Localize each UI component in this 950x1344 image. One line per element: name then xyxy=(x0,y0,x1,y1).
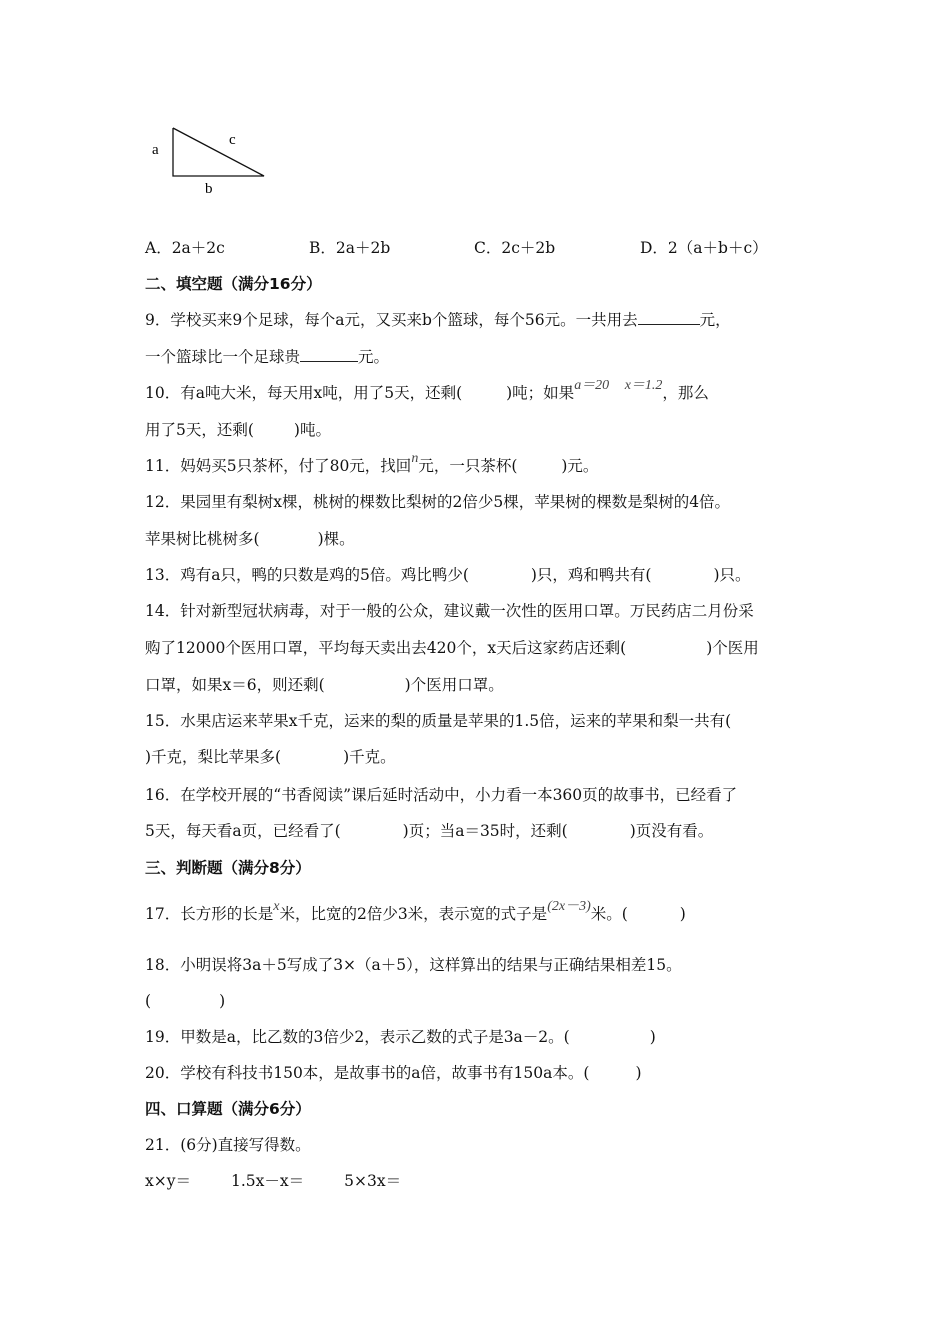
question-12-line-1: 12．果园里有梨树x棵，桃树的棵数比梨树的2倍少5棵，苹果树的棵数是梨树的4倍。 xyxy=(145,493,731,511)
label-b: b xyxy=(205,181,213,197)
expr-2: 1.5x－x＝ xyxy=(231,1172,305,1190)
option-d[interactable]: D．2（a＋b＋c） xyxy=(640,239,768,257)
label-a: a xyxy=(152,142,159,158)
section-fill-in: 二、填空题（满分16分） xyxy=(145,275,322,293)
question-14-line-3: 口罩，如果x＝6，则还剩( )个医用口罩。 xyxy=(145,676,504,694)
question-10-line-1: 10．有a吨大米，每天用x吨，用了5天，还剩( )吨；如果a＝20 x＝1.2，那么 xyxy=(145,378,709,402)
section-mental-math: 四、口算题（满分6分） xyxy=(145,1100,311,1118)
question-21-expressions xyxy=(145,1170,401,1192)
label-c: c xyxy=(229,132,236,148)
option-c[interactable]: C．2c＋2b xyxy=(474,239,556,257)
answer-blank[interactable] xyxy=(638,310,700,325)
question-17: 17．长方形的长是x米，比宽的2倍少3米，表示宽的式子是(2x－3)米。( ) xyxy=(145,899,686,923)
section-judgement: 三、判断题（满分8分） xyxy=(145,859,311,877)
question-10-line-2: 用了5天，还剩( )吨。 xyxy=(145,421,331,439)
triangle-outline xyxy=(173,128,264,176)
expr-3: 5×3x＝ xyxy=(344,1172,402,1190)
math-n: n xyxy=(411,451,419,466)
question-21: 21．(6分)直接写得数。 xyxy=(145,1136,311,1154)
expr-1: x×y＝ xyxy=(145,1172,191,1190)
option-b[interactable]: B．2a＋2b xyxy=(309,239,391,257)
question-18-line-1: 18．小明误将3a＋5写成了3×（a＋5），这样算出的结果与正确结果相差15。 xyxy=(145,956,682,974)
question-15-line-1: 15．水果店运来苹果x千克，运来的梨的质量是苹果的1.5倍，运来的苹果和梨一共有( xyxy=(145,712,732,730)
question-9-line-1: 9．学校买来9个足球，每个a元，又买来b个篮球，每个56元。一共用去 元， xyxy=(145,311,731,329)
question-12-line-2: 苹果树比桃树多( )棵。 xyxy=(145,530,355,548)
question-16-line-1: 16．在学校开展的“书香阅读”课后延时活动中，小力看一本360页的故事书，已经看了 xyxy=(145,786,738,804)
question-13: 13．鸡有a只，鸭的只数是鸡的5倍。鸡比鸭少( )只，鸡和鸭共有( )只。 xyxy=(145,566,751,584)
question-19: 19．甲数是a，比乙数的3倍少2，表示乙数的式子是3a－2。( ) xyxy=(145,1028,656,1046)
question-9-line-2: 一个篮球比一个足球贵 元。 xyxy=(145,348,390,366)
option-a[interactable]: A．2a＋2c xyxy=(145,239,225,257)
question-18-line-2: ( ) xyxy=(145,992,226,1010)
question-11: 11．妈妈买5只茶杯，付了80元，找回n元，一只茶杯( )元。 xyxy=(145,451,599,475)
math-expression: (2x－3) xyxy=(547,899,591,914)
math-x-equals-1-2: x＝1.2 xyxy=(624,378,663,393)
math-x: x xyxy=(273,899,280,914)
right-triangle-figure xyxy=(140,118,280,200)
question-20: 20．学校有科技书150本，是故事书的a倍，故事书有150a本。( ) xyxy=(145,1064,642,1082)
question-15-line-2: )千克，梨比苹果多( )千克。 xyxy=(145,748,396,766)
answer-blank[interactable] xyxy=(300,347,358,362)
math-a-equals-20: a＝20 xyxy=(574,378,610,393)
question-14-line-1: 14．针对新型冠状病毒，对于一般的公众，建议戴一次性的医用口罩。万民药店二月份采 xyxy=(145,602,754,620)
question-16-line-2: 5天，每天看a页，已经看了( )页；当a＝35时，还剩( )页没有看。 xyxy=(145,822,714,840)
question-14-line-2: 购了12000个医用口罩，平均每天卖出去420个，x天后这家药店还剩( )个医用 xyxy=(145,639,759,657)
